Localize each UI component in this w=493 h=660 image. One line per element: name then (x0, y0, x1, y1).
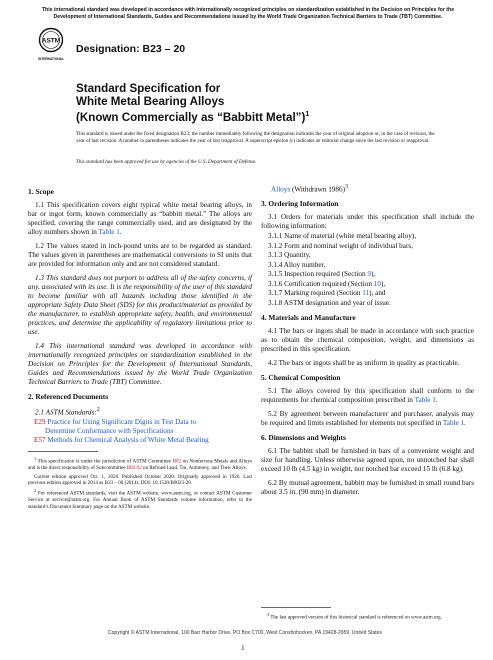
reference-title-e29[interactable]: Practice for Using Significant Digits in Test Data to (47, 418, 197, 427)
copyright-footer: Copyright © ASTM International, 100 Barr Harbor Drive, PO Box C700, West Conshohocken, PA 19428-2959. United States (108, 630, 382, 636)
svg-text:ASTM: ASTM (41, 37, 61, 45)
ordering-item (261, 232, 474, 241)
section-link[interactable]: 9 (367, 270, 371, 279)
left-column (28, 183, 252, 512)
ordering-item (261, 242, 474, 251)
reference-title-e57[interactable]: Methods for Chemical Analysis of White Metal Bearing (47, 436, 209, 445)
title-footnote-mark: 1 (305, 111, 310, 118)
ordering-item-tail: ), and (369, 289, 386, 298)
paragraph-6-2: 6.2 By mutual agreement, babbitt may be furnished in small round bars about 3.5 in. (90 mm) in diameter. (261, 478, 474, 496)
reference-title-e29-cont[interactable]: Determine Conformance with Specifications (45, 427, 174, 436)
section-link[interactable]: 11 (362, 289, 370, 298)
section-2-heading: 2. Referenced Documents (28, 392, 109, 401)
footnote-1-text-c: on Refined Lead, Tin, Antimony, and Their Alloys. (141, 465, 247, 472)
paragraph-5-1-text: 5.1 The alloys covered by this specification shall conform to the requirements for chemical composition prescribed in (261, 386, 474, 404)
footnote-2-text: For referenced ASTM standards, visit the ASTM website, www.astm.org, or contact ASTM Customer Service at service@astm.org. For Annual Book of ASTM Standards volume information, refer to the standard’s Document Summary page on the ASTM website. (28, 490, 252, 510)
section-6-heading: 6. Dimensions and Weights (261, 432, 346, 442)
ordering-item-text: 3.1.6 Certification required (Section (268, 279, 374, 288)
footnote-2-marker: 2 (34, 488, 37, 494)
paragraph-5-2-end: . (464, 418, 466, 427)
section-1-heading: 1. Scope (28, 187, 54, 196)
footnote-3-marker: 3 (267, 612, 270, 617)
section-link[interactable]: 10 (373, 279, 381, 288)
footnote-3-mark: 3 (344, 184, 348, 190)
paragraph-3-1: 3.1 Orders for materials under this specification shall include the following information: (261, 213, 474, 231)
title-line-3-text: (Known Commercially as “Babbitt Metal”) (76, 110, 306, 124)
title-line-1: Standard Specification for (76, 82, 221, 95)
paragraph-5-2 (261, 410, 474, 428)
footnote-1-mark: 1 (34, 456, 37, 462)
committee-b02-link[interactable]: B02 (172, 459, 182, 466)
section-5-heading: 5. Chemical Composition (261, 372, 341, 382)
paragraph-2-1 (28, 406, 252, 417)
standardization-notice: This international standard was developed in accordance with internationally recognized principles on standardization established in the Decision on Principles for the Development of International Standards, Guides and Recommendations issued by the World Trade Organization Technical Barriers to Trade (TBT) Committee. (41, 7, 455, 20)
ordering-item-text: 3.1.4 Alloy number, (268, 260, 326, 269)
ordering-item-text: 3.1.3 Quantity, (268, 251, 311, 260)
footnote-divider (28, 451, 98, 452)
ordering-item (261, 261, 474, 270)
ordering-item-text: 3.1.5 Inspection required (Section (268, 270, 368, 279)
document-title (76, 82, 309, 124)
footnote-2-mark: 2 (96, 407, 100, 413)
ordering-item-text: 3.1.1 Name of material (white metal bearing alloy), (268, 232, 417, 241)
svg-text:INTERNATIONAL: INTERNATIONAL (38, 57, 64, 61)
paragraph-5-1-end: . (435, 395, 438, 404)
reference-e57-alloys-link[interactable]: Alloys (271, 185, 291, 194)
paragraph-6-1: 6.1 The babbitt shall be furnished in bars of a convenient weight and size for handling. Unless otherwise agreed upon, no unnotched bar shall exceed 10 lb (4.5 kg) in weight, nor notched bar exceed 15 lb (6.8 kg). (261, 446, 474, 473)
footnote-2 (28, 488, 252, 510)
ordering-items-list (261, 232, 474, 308)
ordering-item-text: 3.1.7 Marking required (Section (268, 289, 363, 298)
withdrawn-note: (Withdrawn 1986) (290, 185, 345, 194)
footnote-3 (261, 612, 474, 621)
paragraph-1-2: 1.2 The values stated in inch-pound units are to be regarded as standard. The values given in parentheses are mathematical conversions to SI units that are provided for information only and are not considered standard. (28, 242, 252, 268)
ordering-item-text: 3.1.2 Form and nominal weight of individual bars, (268, 241, 413, 250)
title-line-2: White Metal Bearing Alloys (76, 95, 225, 108)
paragraph-1-4: 1.4 This international standard was developed in accordance with internationally recognized principles on standardization established in the Decision on Principles for the Development of International Standards, Guides and Recommendations issued by the World Trade Organization Technical Barriers to Trade (TBT) Committee. (28, 342, 252, 386)
astm-logo (38, 27, 64, 67)
footnote-1-text-a: This specification is under the jurisdiction of ASTM Committee (37, 459, 173, 466)
footnote-1-edition: Current edition approved Oct. 1, 2020. Published October 2020. Originally approved in 1926. Last previous edition approved in 2014 as B23 – 00 (2014). DOI: 10.1520/B0023-20. (28, 473, 252, 486)
title-line-3 (76, 108, 309, 124)
reference-e29 (34, 418, 252, 436)
table-1-link-5-2[interactable]: Table 1 (442, 418, 465, 427)
footnote-1-text-b: on Nonferrous Metals and Alloys and is the direct responsibility of Subcommittee (28, 459, 253, 472)
table-1-link[interactable]: Table 1 (98, 228, 120, 236)
ordering-item-tail: ), (371, 270, 376, 279)
reference-e57-continuation (271, 183, 474, 194)
designation: Designation: B23 – 20 (76, 43, 186, 55)
section-3-heading: 3. Ordering Information (261, 199, 339, 209)
left-footnotes (28, 456, 252, 509)
astm-standards-label: 2.1 ASTM Standards: (35, 408, 97, 417)
ordering-item-tail: ), (380, 279, 386, 288)
paragraph-4-2: 4.2 The bars or ingots shall be as uniform in quality as practicable. (268, 358, 460, 367)
subcommittee-b0202-link[interactable]: B02.02 (126, 465, 142, 472)
ordering-item (261, 299, 474, 308)
ordering-item-text: 3.1.8 ASTM designation and year of issue. (268, 298, 391, 307)
paragraph-5-1 (261, 387, 474, 405)
footnote-3-text: The last approved version of this historical standard is referenced on www.astm.org. (270, 614, 442, 621)
paragraph-1-1-text: 1.1 This specification covers eight typical white metal bearing alloys, in bar or ingot form, known commercially as “babbitt metal.” The alloys are specified, covering the range commercially used, and are designated by the alloy numbers shown in (28, 201, 252, 236)
reference-e57 (34, 436, 252, 445)
paragraph-1-3: 1.3 This standard does not purport to address all of the safety concerns, if any, associated with its use. It is the responsibility of the user of this standard to become familiar with all hazards including those identified in the appropriate Safety Data Sheet (SDS) for this product/material as provided by the manufacturer, to establish appropriate safety, health, and environmental practices, and determine the applicability of regulatory limitations prior to use. (28, 274, 252, 336)
ordering-item (261, 289, 474, 298)
right-footnote-divider (261, 607, 331, 608)
dod-approval-note: This standard has been approved for use by agencies of the U.S. Department of Defense. (76, 159, 257, 165)
paragraph-1-1-end: . (119, 228, 122, 236)
right-footnotes (261, 601, 474, 623)
reference-code-e57[interactable]: E57 (34, 436, 46, 445)
ordering-item (261, 270, 474, 279)
footnote-1 (28, 456, 252, 471)
issuance-note: This standard is issued under the fixed designation B23; the number immediately following the designation indicates the year of original adoption or, in the case of revision, the year of last revision. A number in parentheses indicates the year of last reapproval. A superscript epsilon (ε) indicates an editorial change since the last revision or reapproval. (76, 131, 435, 144)
ordering-item (261, 280, 474, 289)
page-number: 1 (241, 644, 245, 652)
table-1-link-5-1[interactable]: Table 1 (414, 395, 436, 404)
right-column (261, 183, 474, 502)
reference-code-e29[interactable]: E29 (34, 418, 46, 427)
paragraph-4-1: 4.1 The bars or ingots shall be made in accordance with such practice as to obtain the chemical composition, weight, and dimensions as prescribed in this specification. (261, 326, 474, 353)
ordering-item (261, 251, 474, 260)
paragraph-5-2-text: 5.2 By agreement between manufacturer and purchaser, analysis may be required and limits established for elements not specified in (261, 409, 474, 427)
section-4-heading: 4. Materials and Manufacture (261, 312, 356, 322)
paragraph-1-1 (28, 201, 252, 237)
